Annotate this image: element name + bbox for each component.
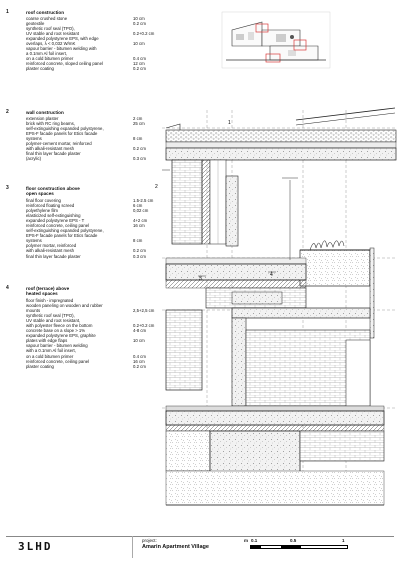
spec-row-value: 10 cm <box>133 16 145 21</box>
project-label: project: <box>142 538 157 543</box>
spec-row-text: self-extinguishing expanded polystyrene, <box>26 126 104 132</box>
spec-row-text: plaster coating <box>26 363 54 369</box>
spec-row-text: systems <box>26 238 42 244</box>
spec-row-value: 0,02 cm <box>133 208 149 214</box>
scale-tick: 0.5 <box>290 538 297 543</box>
spec-row-text: vapour barrier - bitumen welding <box>26 343 88 349</box>
spec-row-value: 0.2 cm <box>133 66 146 72</box>
spec-row-value: 0.2 cm <box>133 363 146 369</box>
spec-row-text: concrete base on a slope > 1% <box>26 328 86 334</box>
spec-row-text: polymer-cement mortar, reinforced <box>26 141 92 147</box>
spec-row-text: final thin layer facade plaster <box>26 151 81 157</box>
spec-row-value: 2,5+2,5 cm <box>133 308 155 314</box>
spec-row-text: polyethylene film <box>26 208 59 214</box>
spec-row-value: 0.2+0.2 cm <box>133 31 155 37</box>
spec-row-text: plates with edge flaps <box>26 338 68 344</box>
scale-tick: 1 <box>342 538 345 543</box>
spec-number: 3 <box>6 185 9 191</box>
terrace-planter <box>300 241 374 338</box>
upper-wall <box>172 160 238 246</box>
spec-row-value: 8 cm <box>133 238 143 244</box>
spec-row-value: 0.3 cm <box>133 253 146 259</box>
tag-2: 2 <box>155 184 158 190</box>
middle-slab <box>166 258 306 308</box>
spec-row-value: 0.2 cm <box>133 146 146 152</box>
spec-row-text: polymer mortar, reinforced <box>26 243 77 249</box>
spec-row-text: floor finish - impregnated <box>26 298 74 303</box>
scale-bar <box>250 545 348 549</box>
project-name: Amarin Apartment Village <box>142 544 209 550</box>
spec-row-text: final floor covering <box>26 198 61 203</box>
spec-row-value: 0.3 cm <box>133 156 146 162</box>
spec-row-text: wooden paneling on wooden and rubber <box>26 303 103 309</box>
spec-row-text: extension plaster <box>26 116 59 121</box>
spec-row-text: with alkali-resistant mesh <box>26 146 74 152</box>
spec-row-text: coarse crushed stone <box>26 16 68 21</box>
spec-title: roof (terrace) above heated spaces <box>26 286 70 297</box>
spec-title: floor construction above open spaces <box>26 186 80 197</box>
spec-row-text: UV stable and root resistant, <box>26 318 81 324</box>
tag-3: 3 <box>199 276 202 282</box>
scale-unit: m <box>244 538 249 543</box>
key-plan <box>222 12 330 68</box>
spec-row-value: 6 cm <box>133 203 143 209</box>
scale-tick: 0.1 <box>251 538 258 543</box>
spec-row-value: 4+2 cm <box>133 218 148 224</box>
spec-row-text: mounts <box>26 308 41 314</box>
spec-row-text: brick with RC ring beams, <box>26 121 75 127</box>
spec-row-value: 0.4 cm <box>133 56 146 62</box>
spec-row-value: 16 cm <box>133 358 145 364</box>
spec-row-value: 10 cm <box>133 41 145 47</box>
spec-row-value: 25 cm <box>133 121 145 127</box>
spec-number: 2 <box>6 109 9 115</box>
firm-logo: 3LHD <box>18 540 53 553</box>
spec-row-text: reinforced concrete, ceiling panel <box>26 223 90 229</box>
spec-number: 4 <box>6 285 9 291</box>
tag-4: 4 <box>270 272 273 278</box>
spec-row-text: expanded polystyrene EPS - T <box>26 218 85 224</box>
spec-row-text: with polyester fleece on the bottom <box>26 323 93 329</box>
spec-row-text: UV stable and root resistant <box>26 31 80 37</box>
lower-wall <box>166 308 370 406</box>
spec-row-text: plaster coating <box>26 66 54 72</box>
spec-number: 1 <box>6 9 9 15</box>
spec-row-value: 0.2 cm <box>133 21 146 27</box>
spec-row-text: expanded polystyrene EPS, with edge <box>26 36 99 42</box>
spec-row-text: with alkali-resistant mesh <box>26 248 74 254</box>
spec-row-text: EPS-F facade panels for Etics facade <box>26 233 98 239</box>
spec-row-value: 8 cm <box>133 136 143 142</box>
spec-row-value: 4-8 cm <box>133 328 147 334</box>
spec-title: roof construction <box>26 10 65 15</box>
spec-row-text: self-extinguishing expanded polystyrene, <box>26 228 104 234</box>
spec-row-value: 12 cm <box>133 61 145 67</box>
spec-row-value: 0.2+0.2 cm <box>133 323 155 329</box>
upper-roof <box>166 108 396 160</box>
spec-row-text: vapour barrier - bitumen welding with <box>26 46 97 52</box>
spec-row-text: synthetic roof seal (TPO), <box>26 313 75 319</box>
footer-rule <box>6 536 394 537</box>
spec-row-text: on a cold bitumen primer <box>26 353 74 359</box>
spec-row-value: 1.5-2.5 cm <box>133 198 154 203</box>
spec-row-text: a 0.1mm Al foil insert, <box>26 51 68 57</box>
spec-row-text: with a 0.1mm Al foil insert, <box>26 348 76 354</box>
spec-row-text: overlaps, λ < 0,032 W/mK <box>26 41 76 47</box>
spec-row-value: 0.4 cm <box>133 353 146 359</box>
spec-row-text: reinforced concrete, sloped ceiling panel <box>26 61 103 67</box>
spec-row-text: reinforced concrete, ceiling panel <box>26 358 90 364</box>
spec-row-text: (acrylic) <box>26 156 42 162</box>
spec-row-text: systems <box>26 136 42 142</box>
spec-row-text: elasticized self-extinguishing <box>26 213 81 219</box>
title-block <box>0 524 400 566</box>
spec-row-value: 2 cm <box>133 116 143 121</box>
spec-row-text: on a cold bitumen primer <box>26 56 74 62</box>
tag-1: 1 <box>228 120 231 126</box>
spec-row-value: 0.2 cm <box>133 248 146 254</box>
spec-row-text: final thin layer facade plaster <box>26 253 81 259</box>
spec-row-text: reinforced floating screed <box>26 203 75 209</box>
spec-title: wall construction <box>26 110 64 115</box>
spec-row-text: EPS-F facade panels for Etics facade <box>26 131 98 137</box>
footer-divider <box>132 536 133 558</box>
spec-row-text: synthetic roof seal (TPO), <box>26 26 75 32</box>
spec-row-value: 16 cm <box>133 223 145 229</box>
spec-row-text: expanded polystyrene EPS, graphite <box>26 333 96 339</box>
spec-row-value: 10 cm <box>133 338 145 344</box>
spec-row-text: geotextile <box>26 21 45 27</box>
